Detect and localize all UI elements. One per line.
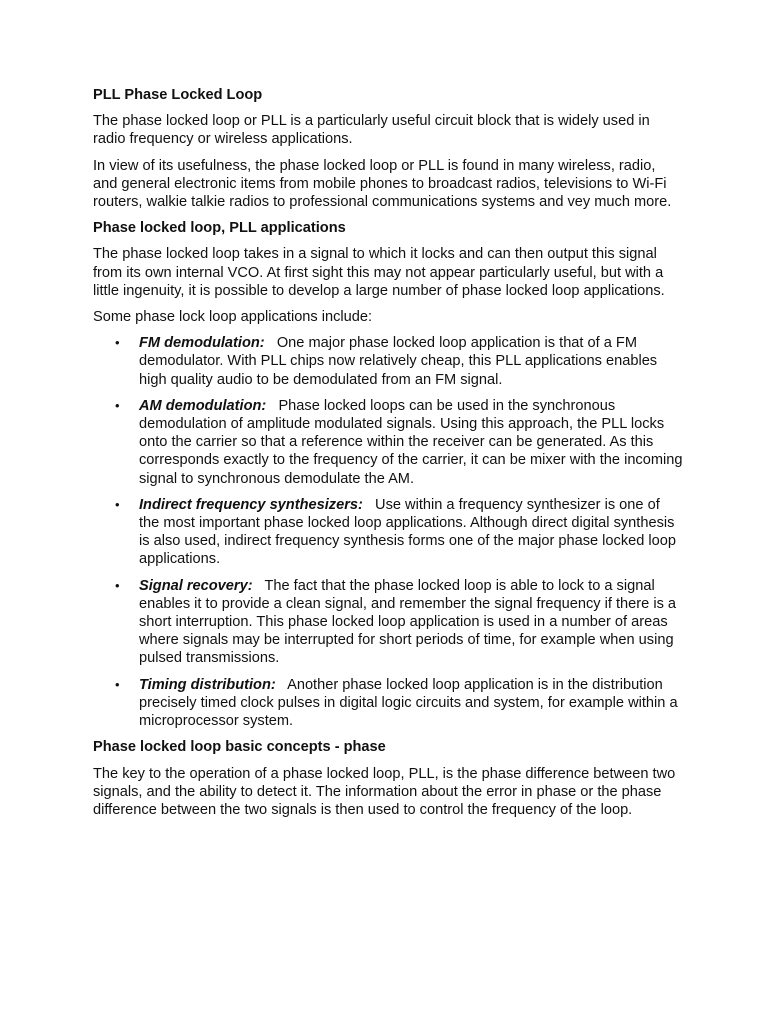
concepts-heading: Phase locked loop basic concepts - phase xyxy=(93,739,386,756)
list-item xyxy=(93,397,683,488)
list-item-term: Indirect frequency synthesizers: xyxy=(139,496,363,513)
list-item-term: Signal recovery: xyxy=(139,577,253,594)
list-item xyxy=(93,334,683,389)
list-item-text: The fact that the phase locked loop is able to lock to a signal enables it to provide a clean signal, and remember the signal frequency if there is a short interruption. This phase locked loop application is used in a number of areas where signals may be interrupted for short periods of time, for example when using pulsed transmissions. xyxy=(139,577,677,667)
list-item-text: One major phase locked loop application is that of a FM demodulator. With PLL chips now relatively cheap, this PLL applications enables high quality audio to be demodulated from an FM signal. xyxy=(139,335,658,388)
list-item-text: Use within a frequency synthesizer is one of the most important phase locked loop applications. Although direct digital synthesis is also used, indirect frequency synthesis forms one of the major phase locked loop applications. xyxy=(139,496,677,568)
applications-paragraph: The phase locked loop takes in a signal to which it locks and can then output this signal from its own internal VCO. At first sight this may not appear particularly useful, but with a little ingenuity, it is possible to develop a large number of phase locked loop applications. xyxy=(93,246,665,299)
bullet-icon: • xyxy=(115,577,120,593)
list-item xyxy=(93,496,683,569)
bullet-icon: • xyxy=(115,397,120,413)
list-item-text: Phase locked loops can be used in the synchronous demodulation of amplitude modulated signals. Using this approach, the PLL locks onto the carrier so that a reference within the receiver can be generated. As this corresponds exactly to the frequency of the carrier, it can be mixer with the incoming signal to synchronous demodulate the AM. xyxy=(139,397,683,487)
list-item xyxy=(93,676,683,731)
applications-paragraph: Some phase lock loop applications include: xyxy=(93,309,373,326)
list-item-term: AM demodulation: xyxy=(139,397,267,414)
intro-paragraph: The phase locked loop or PLL is a particularly useful circuit block that is widely used in radio frequency or wireless applications. xyxy=(93,113,650,148)
list-item-term: Timing distribution: xyxy=(139,676,276,693)
document-page xyxy=(93,86,683,827)
applications-list xyxy=(93,334,683,730)
concepts-paragraph: The key to the operation of a phase locked loop, PLL, is the phase difference between two signals, and the ability to detect it. The information about the error in phase or the phase difference between the two signals is then used to control the frequency of the loop. xyxy=(93,765,676,818)
list-item-text: Another phase locked loop application is in the distribution precisely timed clock pulses in digital logic circuits and system, for example within a microprocessor system. xyxy=(139,676,678,730)
document-title: PLL Phase Locked Loop xyxy=(93,87,263,103)
bullet-icon: • xyxy=(115,335,120,351)
intro-paragraph: In view of its usefulness, the phase locked loop or PLL is found in many wireless, radio, and general electronic items from mobile phones to broadcast radios, televisions to Wi-Fi routers, walkie talkie radios to professional communications systems and vey much more. xyxy=(93,157,672,211)
list-item xyxy=(93,577,683,668)
applications-heading: Phase locked loop, PLL applications xyxy=(93,220,346,237)
list-item-term: FM demodulation: xyxy=(139,335,265,352)
bullet-icon: • xyxy=(115,676,120,692)
bullet-icon: • xyxy=(115,496,120,512)
